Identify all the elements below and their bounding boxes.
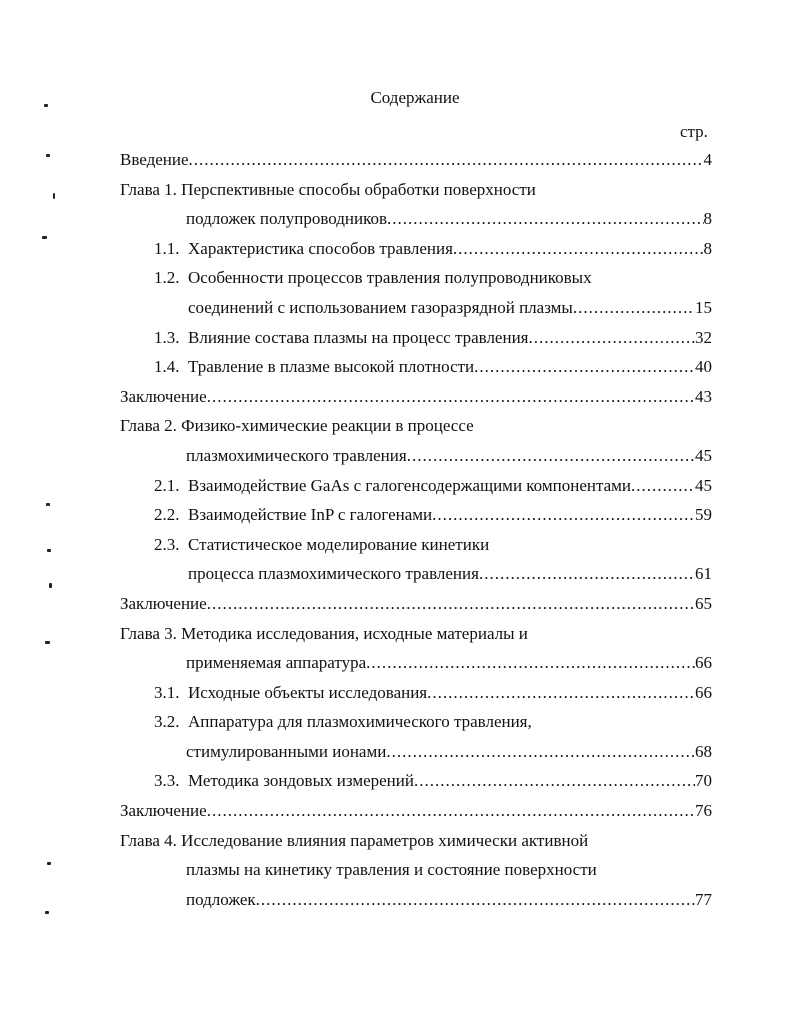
dot-leader: [432, 500, 695, 530]
toc-entry[interactable]: [120, 263, 712, 293]
toc-entry-continuation[interactable]: [120, 885, 712, 915]
dot-leader: [189, 145, 704, 175]
dot-leader: [207, 589, 695, 619]
toc-page-number: 65: [695, 593, 712, 613]
toc-entry-text: Глава 2. Физико-химические реакции в процессе: [120, 416, 474, 436]
scan-speck: [46, 503, 50, 506]
toc-entry-continuation[interactable]: [120, 441, 712, 471]
toc-entry[interactable]: [120, 500, 712, 530]
toc-entry-text: Взаимодействие GaAs с галогенсодержащими компонентами: [188, 475, 631, 495]
toc-entry[interactable]: [120, 471, 712, 501]
scan-speck: [46, 154, 50, 157]
scan-speck: [47, 862, 51, 865]
toc-entry-text: Статистическое моделирование кинетики: [188, 534, 490, 554]
toc-entry[interactable]: [120, 323, 712, 353]
toc-page-number: 15: [695, 297, 712, 317]
page-title: Содержание: [370, 88, 460, 107]
toc-entry-text: плазмохимического травления: [186, 445, 407, 465]
toc-section-number: 2.3.: [154, 534, 180, 554]
toc-entry-text: применяемая аппаратура: [186, 653, 367, 673]
toc-page-number: 45: [695, 445, 712, 465]
toc-page-number: 43: [695, 386, 712, 406]
toc-section-number: 2.2.: [154, 505, 180, 525]
toc-section-number: 1.4.: [154, 357, 180, 377]
toc-entry-continuation[interactable]: [120, 648, 712, 678]
toc-page-number: 61: [695, 564, 712, 584]
toc-page-number: 45: [695, 475, 712, 495]
toc-section-number: 1.3.: [154, 327, 180, 347]
toc-page-number: 8: [703, 238, 712, 258]
dot-leader: [407, 441, 695, 471]
page-column-header: стр.: [680, 122, 708, 141]
toc-entry-text: Заключение: [120, 593, 207, 613]
toc-entry-text: Глава 3. Методика исследования, исходные материалы и: [120, 623, 528, 643]
dot-leader: [387, 204, 703, 234]
toc-entry[interactable]: [120, 826, 712, 856]
toc-entry[interactable]: [120, 678, 712, 708]
toc-entry-text: Аппаратура для плазмохимического травления,: [188, 712, 532, 732]
scan-speck: [47, 549, 51, 552]
toc-entry-text: стимулированными ионами: [186, 741, 387, 761]
toc-entry-text: Методика зондовых измерений: [188, 771, 414, 791]
toc-entry-text: Исходные объекты исследования: [188, 682, 428, 702]
toc-page-number: 66: [695, 653, 712, 673]
toc-entry-text: Глава 1. Перспективные способы обработки поверхности: [120, 179, 536, 199]
toc-entry-text: Глава 4. Исследование влияния параметров химически активной: [120, 830, 589, 850]
dot-leader: [528, 323, 695, 353]
toc-entry-text: Взаимодействие InP с галогенами: [188, 505, 433, 525]
toc-page-number: 66: [695, 682, 712, 702]
toc-entry-text: процесса плазмохимического травления: [188, 564, 479, 584]
toc-section-number: 1.1.: [154, 238, 180, 258]
toc-page-number: 76: [695, 801, 712, 821]
scan-speck: [45, 641, 50, 644]
scan-speck: [42, 236, 47, 239]
toc-entry-continuation[interactable]: [120, 737, 712, 767]
toc-entry-text: Влияние состава плазмы на процесс травления: [188, 327, 529, 347]
toc-entry[interactable]: [120, 530, 712, 560]
toc-entry[interactable]: [120, 589, 712, 619]
toc-page-number: 77: [695, 889, 712, 909]
scan-speck: [49, 583, 52, 588]
toc-entry[interactable]: [120, 175, 712, 205]
dot-leader: [427, 678, 695, 708]
dot-leader: [474, 352, 695, 382]
dot-leader: [453, 234, 704, 264]
table-of-contents: [120, 145, 712, 914]
toc-entry-text: Введение: [120, 150, 189, 169]
toc-page-number: 70: [695, 771, 712, 791]
toc-entry[interactable]: [120, 234, 712, 264]
dot-leader: [386, 737, 695, 767]
toc-entry[interactable]: [120, 382, 712, 412]
toc-entry[interactable]: [120, 619, 712, 649]
toc-entry-text: Характеристика способов травления: [188, 238, 453, 258]
toc-entry-text: плазмы на кинетику травления и состояние поверхности: [186, 860, 597, 880]
dot-leader: [256, 885, 695, 915]
scan-speck: [45, 911, 49, 914]
toc-entry[interactable]: [120, 352, 712, 382]
toc-page-number: 40: [695, 357, 712, 377]
dot-leader: [479, 559, 695, 589]
dot-leader: [207, 382, 695, 412]
toc-entry[interactable]: [120, 766, 712, 796]
toc-entry-text: соединений с использованием газоразрядной плазмы: [188, 297, 573, 317]
toc-entry[interactable]: [120, 707, 712, 737]
dot-leader: [573, 293, 695, 323]
toc-entry-text: подложек полупроводников: [186, 209, 388, 229]
dot-leader: [414, 766, 695, 796]
dot-leader: [207, 796, 695, 826]
toc-entry-text: Заключение: [120, 386, 207, 406]
toc-entry-text: Особенности процессов травления полупроводниковых: [188, 268, 592, 288]
toc-section-number: 3.1.: [154, 682, 180, 702]
dot-leader: [366, 648, 695, 678]
toc-page-number: 68: [695, 741, 712, 761]
toc-section-number: 1.2.: [154, 268, 180, 288]
toc-page-number: 32: [695, 327, 712, 347]
toc-entry-text: подложек: [186, 889, 256, 909]
toc-entry[interactable]: [120, 411, 712, 441]
toc-entry-continuation[interactable]: [120, 855, 712, 885]
toc-entry-text: Травление в плазме высокой плотности: [188, 357, 475, 377]
scan-speck: [44, 104, 48, 107]
toc-page-number: 8: [703, 209, 712, 229]
toc-section-number: 3.2.: [154, 712, 180, 732]
toc-page-number: 59: [695, 505, 712, 525]
toc-entry[interactable]: [120, 145, 712, 175]
toc-entry[interactable]: [120, 796, 712, 826]
toc-entry-continuation[interactable]: [120, 204, 712, 234]
toc-section-number: 2.1.: [154, 475, 180, 495]
toc-page-number: 4: [703, 150, 712, 169]
toc-entry-continuation[interactable]: [120, 559, 712, 589]
scan-speck: [53, 193, 55, 199]
toc-entry-text: Заключение: [120, 801, 207, 821]
toc-entry-continuation[interactable]: [120, 293, 712, 323]
dot-leader: [631, 471, 695, 501]
toc-section-number: 3.3.: [154, 771, 180, 791]
